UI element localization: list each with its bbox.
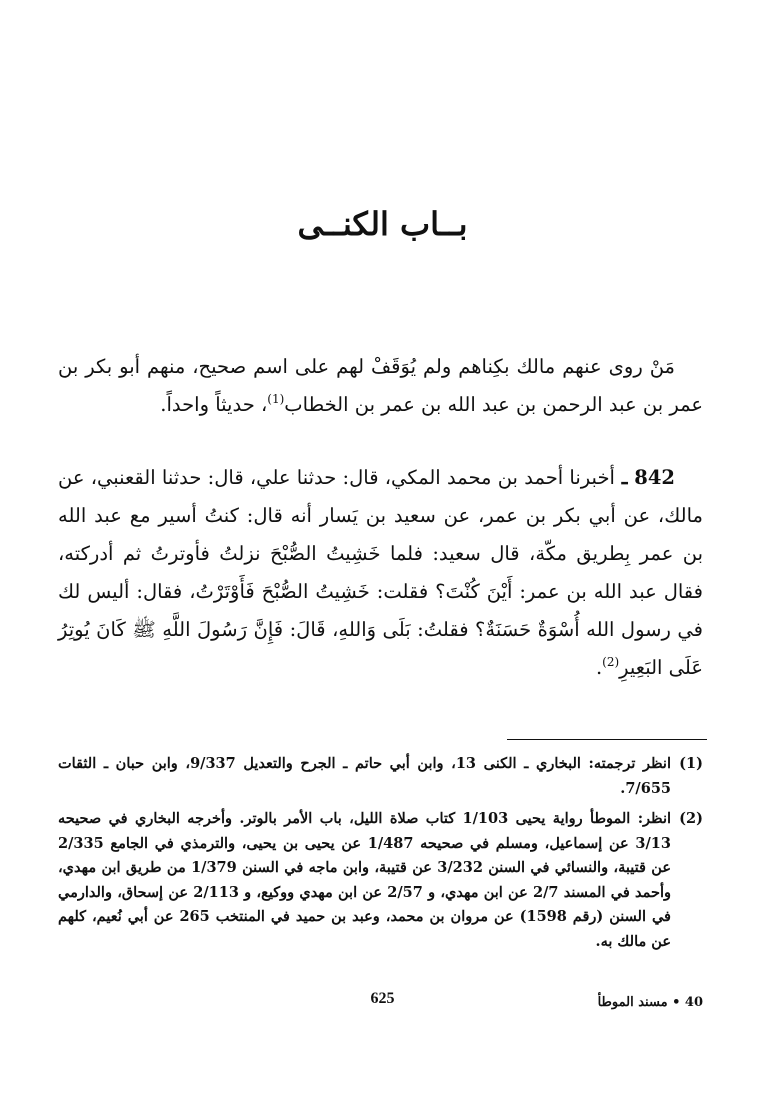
footnote-number: (1): [679, 755, 703, 772]
footnote-text: انظر: الموطأ رواية يحيى 1/103 كتاب صلاة الليل، باب الأمر بالوتر. وأخرجه البخاري في صحيحه 3/13 عن إسماعيل، ومسلم في صحيحه 1/487 عن يحيى بن يحيى، والترمذي في الجامع 2/335 عن قتيبة، والنسائي في السنن 3/232 عن قتيبة، وابن ماجه في السنن 1/379 من طريق ابن مهدي، وأحمد في المسند 2/7 عن ابن مهدي، و 2/57 عن ابن مهدي ووكيع، و 2/113 عن إسحاق، والدارمي في السنن (رقم 1598) عن مروان بن محمد، وعبد بن حميد في المنتخب 265 عن أبي نُعيم، كلهم عن مالك به.: [58, 810, 672, 950]
footnote-ref-2[interactable]: (2): [602, 655, 620, 669]
chapter-title: بــاب الكنــى: [297, 205, 468, 243]
footnote-1: [58, 752, 703, 801]
footnote-2: [58, 807, 703, 954]
footnote-text: انظر ترجمته: البخاري ـ الكنى 13، وابن أبي حاتم ـ الجرح والتعديل 9/337، وابن حبان ـ الثقات 7/655.: [58, 755, 671, 797]
hadith-paragraph: [58, 459, 703, 687]
footnote-ref-1[interactable]: (1): [267, 392, 285, 406]
intro-text-after: ، حديثاً واحداً.: [160, 393, 268, 416]
intro-paragraph: [58, 348, 703, 424]
book-signature: 40 • مسند الموطأ: [597, 995, 703, 1010]
hadith-dash: ـ: [614, 466, 635, 489]
intro-text: مَنْ روى عنهم مالك بكِناهم ولم يُوَقَفْ لهم على اسم صحيح، منهم أبو بكر بن عمر بن عبد الرحمن بن عبد الله بن عمر بن الخطاب: [58, 355, 703, 416]
hadith-number: 842: [634, 466, 675, 489]
footnotes: [58, 752, 703, 960]
hadith-text-after: .: [595, 656, 603, 679]
footnote-divider: [507, 739, 707, 740]
hadith-text: أخبرنا أحمد بن محمد المكي، قال: حدثنا علي، قال: حدثنا القعنبي، عن مالك، عن أبي بكر بن عمر، عن سعيد بن يَسار أنه قال: كنتُ أسير مع عبد الله بن عمر بِطريق مكّة، قال سعيد: فلما خَشِيتُ الصُّبْحَ نزلتُ فأوترتُ ثم أدركته، فقال عبد الله بن عمر: أَيْنَ كُنْتَ؟ فقلت: خَشِيتُ الصُّبْحَ فَأَوْتَرْتُ، فقال: أليس لك في رسول الله أُسْوَةٌ حَسَنَةٌ؟ فقلتُ: بَلَى وَاللهِ، قَالَ: فَإِنَّ رَسُولَ اللَّهِ ﷺ كَانَ يُوتِرُ عَلَى البَعِيرِ: [58, 466, 703, 679]
footnote-number: (2): [679, 810, 703, 827]
page-number: 625: [370, 990, 395, 1007]
